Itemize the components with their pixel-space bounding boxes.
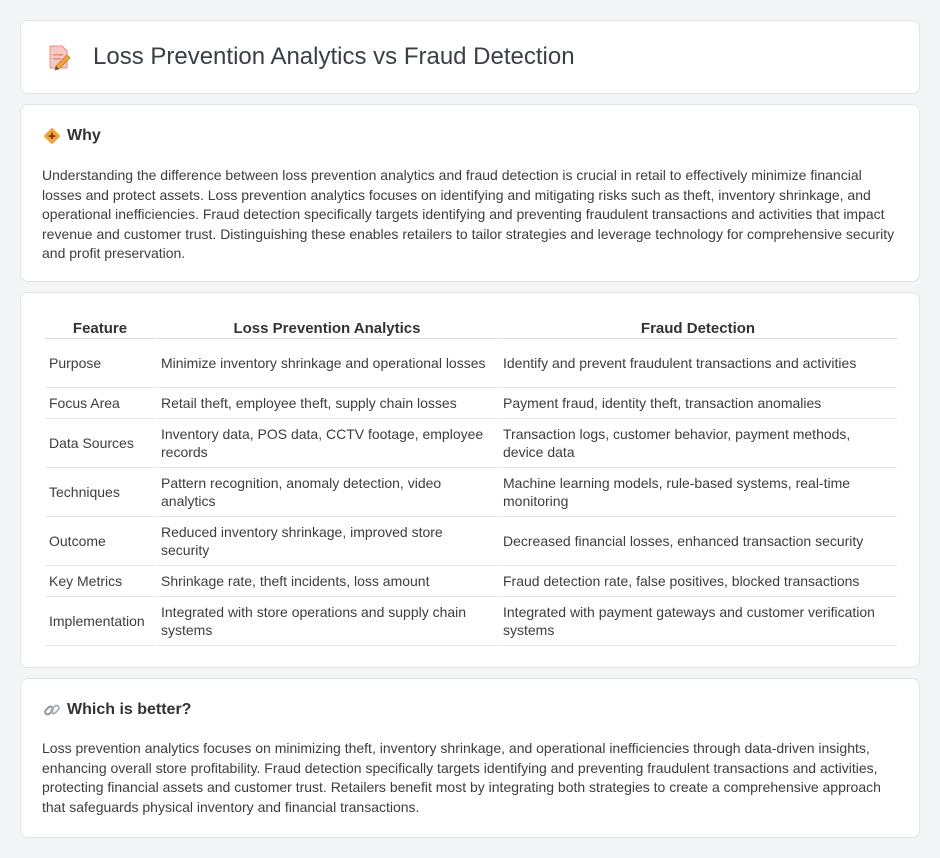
table-row bbox=[45, 388, 897, 419]
table-row bbox=[45, 517, 897, 566]
header-feature: Feature bbox=[45, 315, 155, 339]
table-row bbox=[45, 419, 897, 468]
fraud-detection-cell: Transaction logs, customer behavior, payment methods, device data bbox=[499, 419, 897, 468]
fraud-detection-cell: Payment fraud, identity theft, transaction anomalies bbox=[499, 388, 897, 419]
feature-cell: Techniques bbox=[45, 468, 155, 517]
comparison-card bbox=[20, 292, 920, 668]
feature-cell: Data Sources bbox=[45, 419, 155, 468]
comparison-table bbox=[43, 315, 899, 646]
feature-cell: Key Metrics bbox=[45, 566, 155, 597]
loss-prevention-cell: Minimize inventory shrinkage and operational losses bbox=[157, 339, 497, 388]
table-header-row bbox=[45, 315, 897, 339]
diamond-warning-icon bbox=[43, 127, 61, 145]
table-row bbox=[45, 339, 897, 388]
fraud-detection-cell: Decreased financial losses, enhanced transaction security bbox=[499, 517, 897, 566]
page-title: Loss Prevention Analytics vs Fraud Detection bbox=[93, 43, 575, 70]
title-row bbox=[47, 43, 575, 71]
table-row bbox=[45, 597, 897, 646]
fraud-detection-cell: Integrated with payment gateways and customer verification systems bbox=[499, 597, 897, 646]
header-loss-prevention: Loss Prevention Analytics bbox=[157, 315, 497, 339]
header-fraud-detection: Fraud Detection bbox=[499, 315, 897, 339]
feature-cell: Purpose bbox=[45, 339, 155, 388]
why-text: Understanding the difference between loss prevention analytics and fraud detection is crucial in retail to effectively minimize financial losses and protect assets. Loss prevention analytics focuses on identifying and mitigating risks such as theft, inventory shrinkage, and operational inefficiencies. Fraud detection specifically targets identifying and preventing fraudulent transactions and activities that impact revenue and customer trust. Distinguishing these enables retailers to tailor strategies and leverage technology for comprehensive security and profit preservation. bbox=[42, 167, 895, 262]
fraud-detection-cell: Machine learning models, rule-based systems, real-time monitoring bbox=[499, 468, 897, 517]
loss-prevention-cell: Reduced inventory shrinkage, improved store security bbox=[157, 517, 497, 566]
link-icon bbox=[43, 701, 61, 719]
document-pencil-icon bbox=[47, 43, 71, 71]
loss-prevention-cell: Pattern recognition, anomaly detection, video analytics bbox=[157, 468, 497, 517]
better-text: Loss prevention analytics focuses on minimizing theft, inventory shrinkage, and operational inefficiencies through data-driven insights, enhancing overall store profitability. Fraud detection specifically targets identifying and preventing fraudulent transactions and activities, protecting financial assets and customer trust. Retailers benefit most by integrating both strategies to create a comprehensive approach that safeguards physical inventory and financial transactions. bbox=[42, 740, 881, 815]
header-card bbox=[20, 20, 920, 94]
loss-prevention-cell: Integrated with store operations and supply chain systems bbox=[157, 597, 497, 646]
table-row bbox=[45, 468, 897, 517]
table-row bbox=[45, 566, 897, 597]
feature-cell: Outcome bbox=[45, 517, 155, 566]
why-card bbox=[20, 104, 920, 282]
why-heading bbox=[43, 127, 101, 145]
better-heading bbox=[43, 701, 191, 719]
loss-prevention-cell: Inventory data, POS data, CCTV footage, employee records bbox=[157, 419, 497, 468]
why-title: Why bbox=[67, 127, 101, 144]
feature-cell: Implementation bbox=[45, 597, 155, 646]
fraud-detection-cell: Identify and prevent fraudulent transactions and activities bbox=[499, 339, 897, 388]
which-is-better-card bbox=[20, 678, 920, 838]
better-title: Which is better? bbox=[67, 701, 192, 718]
fraud-detection-cell: Fraud detection rate, false positives, blocked transactions bbox=[499, 566, 897, 597]
loss-prevention-cell: Retail theft, employee theft, supply chain losses bbox=[157, 388, 497, 419]
feature-cell: Focus Area bbox=[45, 388, 155, 419]
loss-prevention-cell: Shrinkage rate, theft incidents, loss amount bbox=[157, 566, 497, 597]
